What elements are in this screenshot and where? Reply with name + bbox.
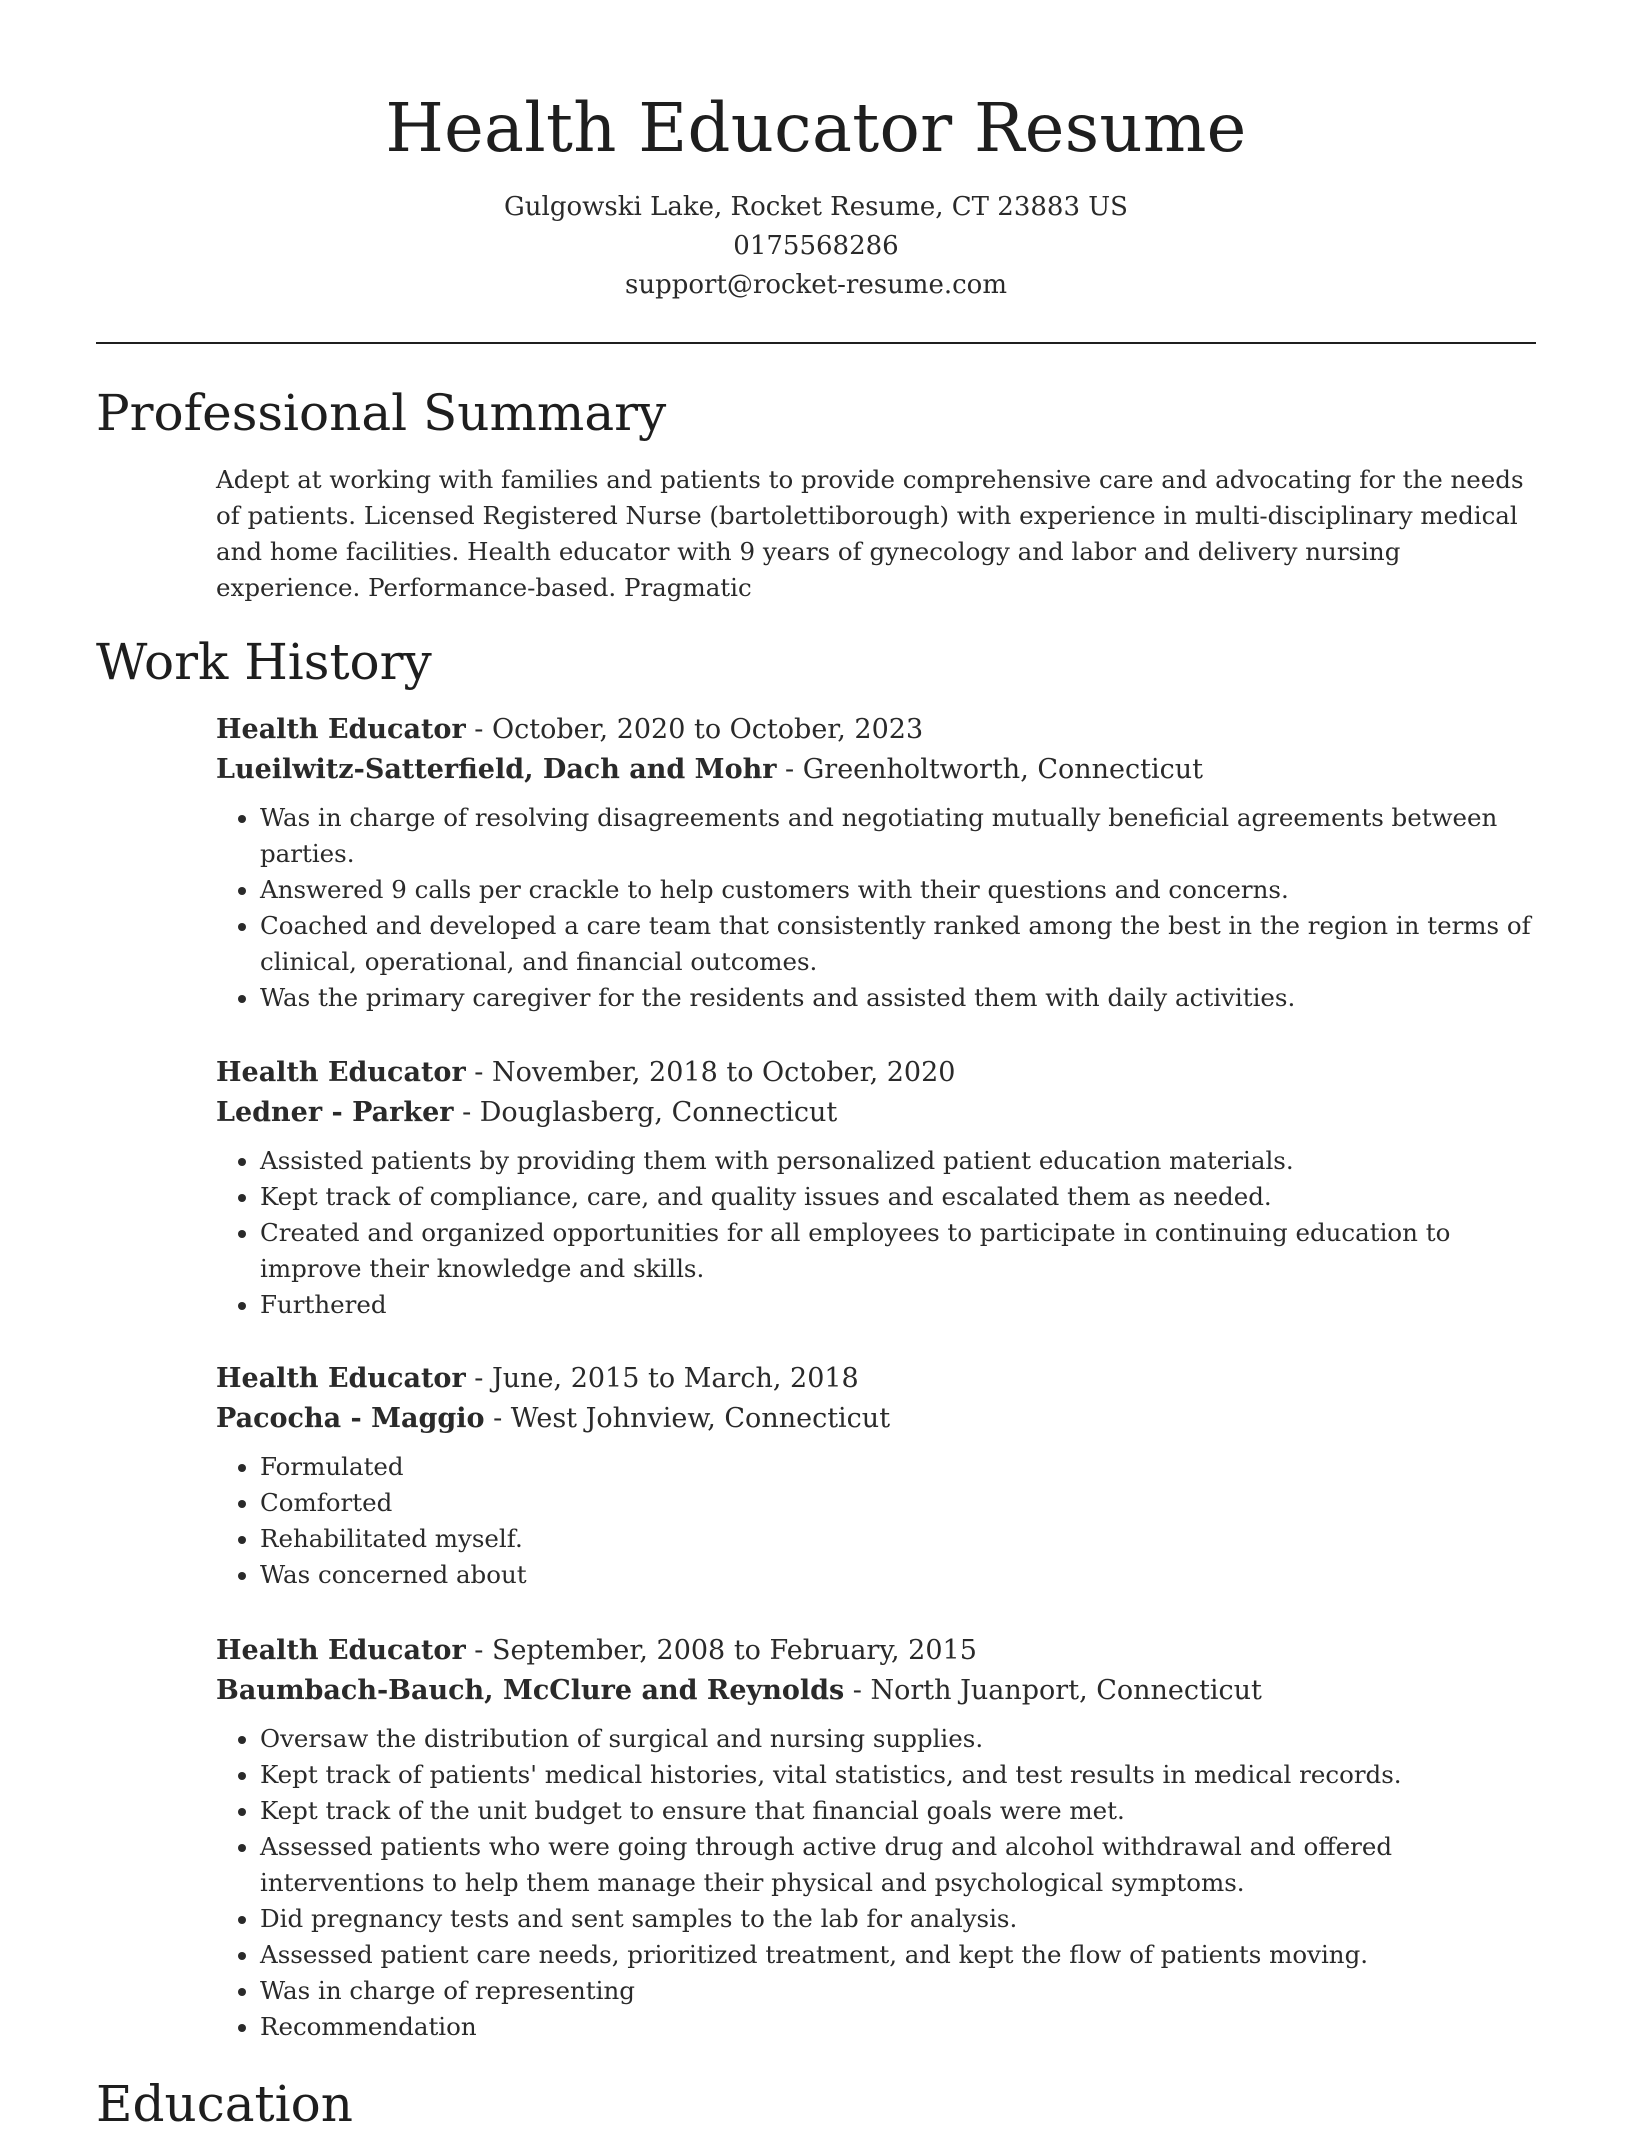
contact-info (0, 188, 1632, 305)
resume-header (0, 0, 1632, 305)
job-company-line (216, 1093, 1536, 1133)
job-title: Health Educator (216, 1363, 466, 1394)
job-bullet: • Comforted (260, 1485, 1536, 1521)
job-entry (216, 710, 1536, 1016)
job-title: Health Educator (216, 714, 466, 745)
job-title: Health Educator (216, 1635, 466, 1666)
job-dates: - June, 2015 to March, 2018 (465, 1363, 859, 1394)
job-title-line (216, 1359, 1536, 1399)
job-bullets (216, 1721, 1536, 2045)
job-bullets (216, 1143, 1536, 1323)
job-dates: - September, 2008 to February, 2015 (465, 1635, 977, 1666)
summary-text: Adept at working with families and patients to provide comprehensive care and advocating for the needs of patients. Licensed Registered Nurse (bartolettiborough) with experience in multi-disciplinary medical and home facilities. Health educator with 9 years of gynecology and labor and delivery nursing experience. Performance-based. Pragmatic (216, 465, 1524, 602)
job-bullet: • Was the primary caregiver for the residents and assisted them with daily activities. (260, 980, 1536, 1016)
job-bullet: • Created and organized opportunities for all employees to participate in continuing education to improve their knowledge and skills. (260, 1215, 1536, 1287)
job-bullet: • Assessed patients who were going through active drug and alcohol withdrawal and offered interventions to help them manage their physical and psychological symptoms. (260, 1829, 1536, 1901)
job-bullet: • Was concerned about (260, 1557, 1536, 1593)
contact-phone: 0175568286 (733, 231, 899, 261)
job-bullet: • Did pregnancy tests and sent samples to the lab for analysis. (260, 1901, 1536, 1937)
job-bullet: • Assisted patients by providing them with personalized patient education materials. (260, 1143, 1536, 1179)
job-title-line (216, 1631, 1536, 1671)
job-title-line (216, 1053, 1536, 1093)
job-bullet: • Kept track of compliance, care, and quality issues and escalated them as needed. (260, 1179, 1536, 1215)
job-company: Lueilwitz-Satterfield, Dach and Mohr (216, 754, 777, 785)
job-bullet: • Assessed patient care needs, prioritized treatment, and kept the flow of patients moving. (260, 1937, 1536, 1973)
job-bullet: • Answered 9 calls per crackle to help customers with their questions and concerns. (260, 872, 1536, 908)
job-location: - North Juanport, Connecticut (844, 1675, 1262, 1706)
job-bullet: • Kept track of patients' medical histories, vital statistics, and test results in medical records. (260, 1757, 1536, 1793)
job-entry (216, 1359, 1536, 1593)
job-bullets (216, 1449, 1536, 1593)
job-bullet: • Recommendation (260, 2009, 1536, 2045)
work-history-heading: Work History (96, 633, 432, 691)
job-bullet: • Was in charge of representing (260, 1973, 1536, 2009)
header-divider (96, 342, 1536, 344)
page-title: Health Educator Resume (385, 89, 1247, 167)
job-bullet: • Rehabilitated myself. (260, 1521, 1536, 1557)
job-company-line (216, 750, 1536, 790)
job-company-line (216, 1399, 1536, 1439)
job-bullets (216, 800, 1536, 1016)
job-title-line (216, 710, 1536, 750)
job-bullet: • Was in charge of resolving disagreements and negotiating mutually beneficial agreements between parties. (260, 800, 1536, 872)
job-entry (216, 1631, 1536, 2045)
job-bullet: • Coached and developed a care team that consistently ranked among the best in the region in terms of clinical, operational, and financial outcomes. (260, 908, 1536, 980)
job-location: - Douglasberg, Connecticut (453, 1097, 838, 1128)
job-location: - Greenholtworth, Connecticut (776, 754, 1203, 785)
job-title: Health Educator (216, 1057, 466, 1088)
job-bullet: • Formulated (260, 1449, 1536, 1485)
job-company: Ledner - Parker (216, 1097, 454, 1128)
job-location: - West Johnview, Connecticut (484, 1403, 891, 1434)
job-dates: - October, 2020 to October, 2023 (465, 714, 924, 745)
job-company-line (216, 1671, 1536, 1711)
job-company: Baumbach-Bauch, McClure and Reynolds (216, 1675, 845, 1706)
job-entry (216, 1053, 1536, 1323)
education-heading: Education (96, 2075, 353, 2133)
job-bullet: • Kept track of the unit budget to ensure that financial goals were met. (260, 1793, 1536, 1829)
job-company: Pacocha - Maggio (216, 1403, 485, 1434)
contact-email: support@rocket-resume.com (624, 270, 1007, 300)
summary-section (216, 462, 1536, 606)
job-bullet: • Furthered (260, 1287, 1536, 1323)
job-dates: - November, 2018 to October, 2020 (465, 1057, 956, 1088)
contact-address: Gulgowski Lake, Rocket Resume, CT 23883 US (504, 192, 1128, 222)
job-bullet: • Oversaw the distribution of surgical and nursing supplies. (260, 1721, 1536, 1757)
summary-heading: Professional Summary (96, 384, 667, 442)
